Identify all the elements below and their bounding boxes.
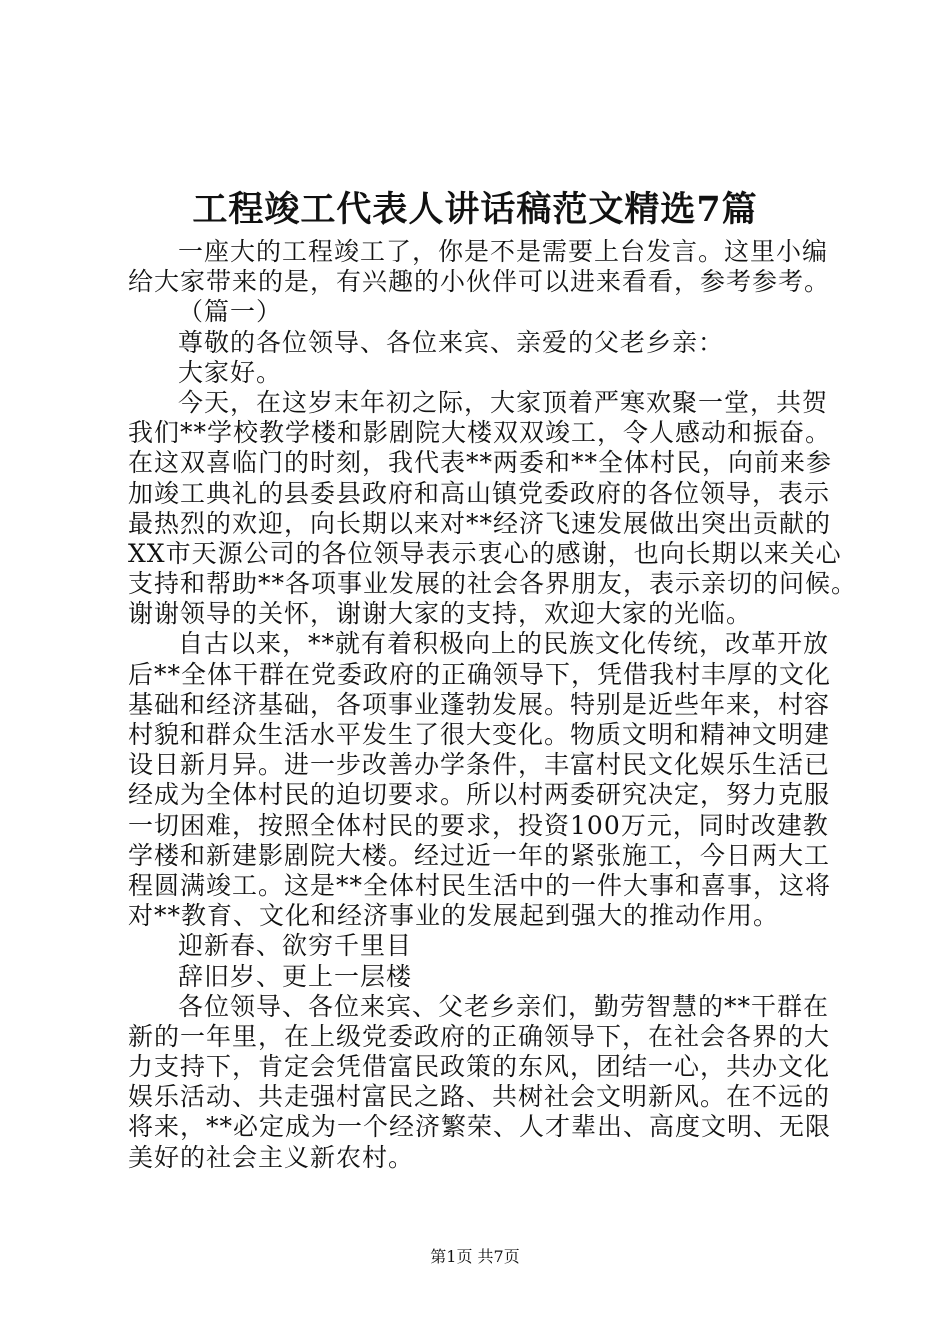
text-line: 美好的社会主义新农村。 bbox=[128, 1142, 415, 1172]
text-line: 力支持下，肯定会凭借富民政策的东风，团结一心，共办文化 bbox=[128, 1052, 831, 1082]
text-line: 一切困难，按照全体村民的要求，投资100万元，同时改建教 bbox=[128, 810, 829, 840]
document-body bbox=[128, 237, 858, 1173]
text-line: 将来，**必定成为一个经济繁荣、人才辈出、高度文明、无限 bbox=[128, 1112, 832, 1142]
text-line: 新的一年里，在上级党委政府的正确领导下，在社会各界的大 bbox=[128, 1021, 831, 1051]
text-line: 在这双喜临门的时刻，我代表**两委和**全体村民，向前来参 bbox=[128, 448, 833, 478]
text-line: 尊敬的各位领导、各位来宾、亲爱的父老乡亲： bbox=[178, 327, 725, 357]
text-line: 各位领导、各位来宾、父老乡亲们，勤劳智慧的**干群在 bbox=[178, 991, 830, 1021]
text-line: 最热烈的欢迎，向长期以来对**经济飞速发展做出突出贡献的 bbox=[128, 508, 832, 538]
text-line: 程圆满竣工。这是**全体村民生活中的一件大事和喜事，这将 bbox=[128, 870, 832, 900]
text-line: 迎新春、欲穷千里目 bbox=[178, 931, 413, 961]
text-line: 支持和帮助**各项事业发展的社会各界朋友，表示亲切的问候。 bbox=[128, 569, 858, 599]
text-line: 大家好。 bbox=[178, 357, 283, 387]
text-line: 谢谢领导的关怀，谢谢大家的支持，欢迎大家的光临。 bbox=[128, 599, 753, 629]
text-line: 基础和经济基础，各项事业蓬勃发展。特别是近些年来，村容 bbox=[128, 689, 831, 719]
text-line: 自古以来，**就有着积极向上的民族文化传统，改革开放 bbox=[178, 629, 830, 659]
text-line: 给大家带来的是，有兴趣的小伙伴可以进来看看，参考参考。 bbox=[128, 267, 831, 297]
text-line: 村貌和群众生活水平发生了很大变化。物质文明和精神文明建 bbox=[128, 720, 831, 749]
text-line: 经成为全体村民的迫切要求。所以村两委研究决定，努力克服 bbox=[128, 780, 831, 810]
text-line: 今天，在这岁末年初之际，大家顶着严寒欢聚一堂，共贺 bbox=[178, 387, 829, 417]
text-line: 加竣工典礼的县委县政府和高山镇党委政府的各位领导，表示 bbox=[128, 478, 831, 508]
text-line: 我们**学校教学楼和影剧院大楼双双竣工，令人感动和振奋。 bbox=[128, 418, 832, 448]
page-footer: 第1页 共7页 bbox=[430, 1247, 520, 1266]
text-line: 娱乐活动、共走强村富民之路、共树社会文明新风。在不远的 bbox=[128, 1082, 831, 1112]
text-line: 对**教育、文化和经济事业的发展起到强大的推动作用。 bbox=[128, 901, 780, 931]
text-line: XX市天源公司的各位领导表示衷心的感谢，也向长期以来关心 bbox=[128, 538, 842, 568]
text-line: 设日新月异。进一步改善办学条件，丰富村民文化娱乐生活已 bbox=[128, 750, 831, 780]
text-line: 辞旧岁、更上一层楼 bbox=[178, 961, 413, 991]
text-line: （篇一） bbox=[178, 297, 283, 327]
text-line: 后**全体干群在党委政府的正确领导下，凭借我村丰厚的文化 bbox=[128, 659, 832, 689]
text-line: 一座大的工程竣工了，你是不是需要上台发言。这里小编 bbox=[178, 237, 829, 266]
document-title: 工程竣工代表人讲话稿范文精选7篇 bbox=[192, 189, 758, 230]
text-line: 学楼和新建影剧院大楼。经过近一年的紧张施工，今日两大工 bbox=[128, 840, 831, 870]
